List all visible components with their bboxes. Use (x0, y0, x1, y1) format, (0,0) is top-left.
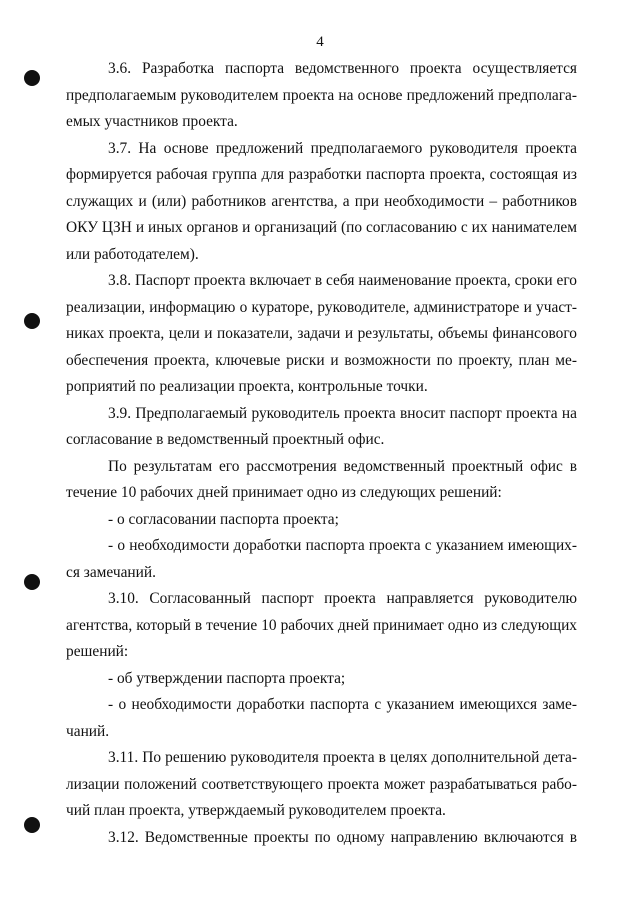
text-line: согласование в ведомственный проектный офис. (66, 431, 385, 448)
list-item-line: - о необходимости доработки паспорта с указанием имеющихся заме- (108, 696, 577, 713)
text-line: По результатам его рассмотрения ведомственный проектный офис в (108, 458, 577, 475)
punch-hole-mark (24, 574, 40, 590)
text-line: 3.8. Паспорт проекта включает в себя наименование проекта, сроки его (108, 272, 577, 289)
text-line: течение 10 рабочих дней принимает одно из следующих решений: (66, 484, 502, 501)
list-item-line: - о согласовании паспорта проекта; (108, 511, 339, 528)
text-line: или работодателем). (66, 246, 199, 263)
list-item-line: - об утверждении паспорта проекта; (108, 670, 346, 687)
text-line: 3.10. Согласованный паспорт проекта направляется руководителю (108, 590, 577, 607)
text-line: формируется рабочая группа для разработки паспорта проекта, состоящая из (66, 166, 577, 183)
text-line: роприятий по реализации проекта, контрольные точки. (66, 378, 428, 395)
text-line: ся замечаний. (66, 564, 156, 581)
text-line: чаний. (66, 723, 110, 740)
text-line: лизации положений соответствующего проекта может разрабатываться рабо- (66, 776, 577, 793)
text-line: 3.7. На основе предложений предполагаемого руководителя проекта (108, 140, 577, 157)
text-line: ОКУ ЦЗН и иных органов и организаций (по согласованию с их нанимателем (66, 219, 577, 236)
punch-hole-mark (24, 817, 40, 833)
text-line: 3.12. Ведомственные проекты по одному направлению включаются в (108, 829, 577, 846)
text-line: служащих и (или) работников агентства, а при необходимости – работников (66, 193, 577, 210)
text-line: 3.11. По решению руководителя проекта в целях дополнительной дета- (108, 749, 577, 766)
text-line: реализации, информацию о кураторе, руководителе, администраторе и участ- (66, 299, 577, 316)
text-line: никах проекта, цели и показатели, задачи и результаты, объемы финансового (66, 325, 577, 342)
text-line: решений: (66, 643, 129, 660)
list-item-line: - о необходимости доработки паспорта проекта с указанием имеющих- (108, 537, 577, 554)
text-line: 3.9. Предполагаемый руководитель проекта вносит паспорт проекта на (108, 405, 577, 422)
text-line: чий план проекта, утверждаемый руководителем проекта. (66, 802, 446, 819)
page-number: 4 (316, 34, 324, 50)
text-line: предполагаемым руководителем проекта на основе предложений предполага- (66, 87, 577, 104)
text-line: емых участников проекта. (66, 113, 238, 130)
text-line: агентства, который в течение 10 рабочих дней принимает одно из следующих (66, 617, 577, 634)
text-line: обеспечения проекта, ключевые риски и возможности по проекту, план ме- (66, 352, 577, 369)
text-line: 3.6. Разработка паспорта ведомственного проекта осуществляется (108, 60, 577, 77)
punch-hole-mark (24, 70, 40, 86)
punch-hole-mark (24, 313, 40, 329)
